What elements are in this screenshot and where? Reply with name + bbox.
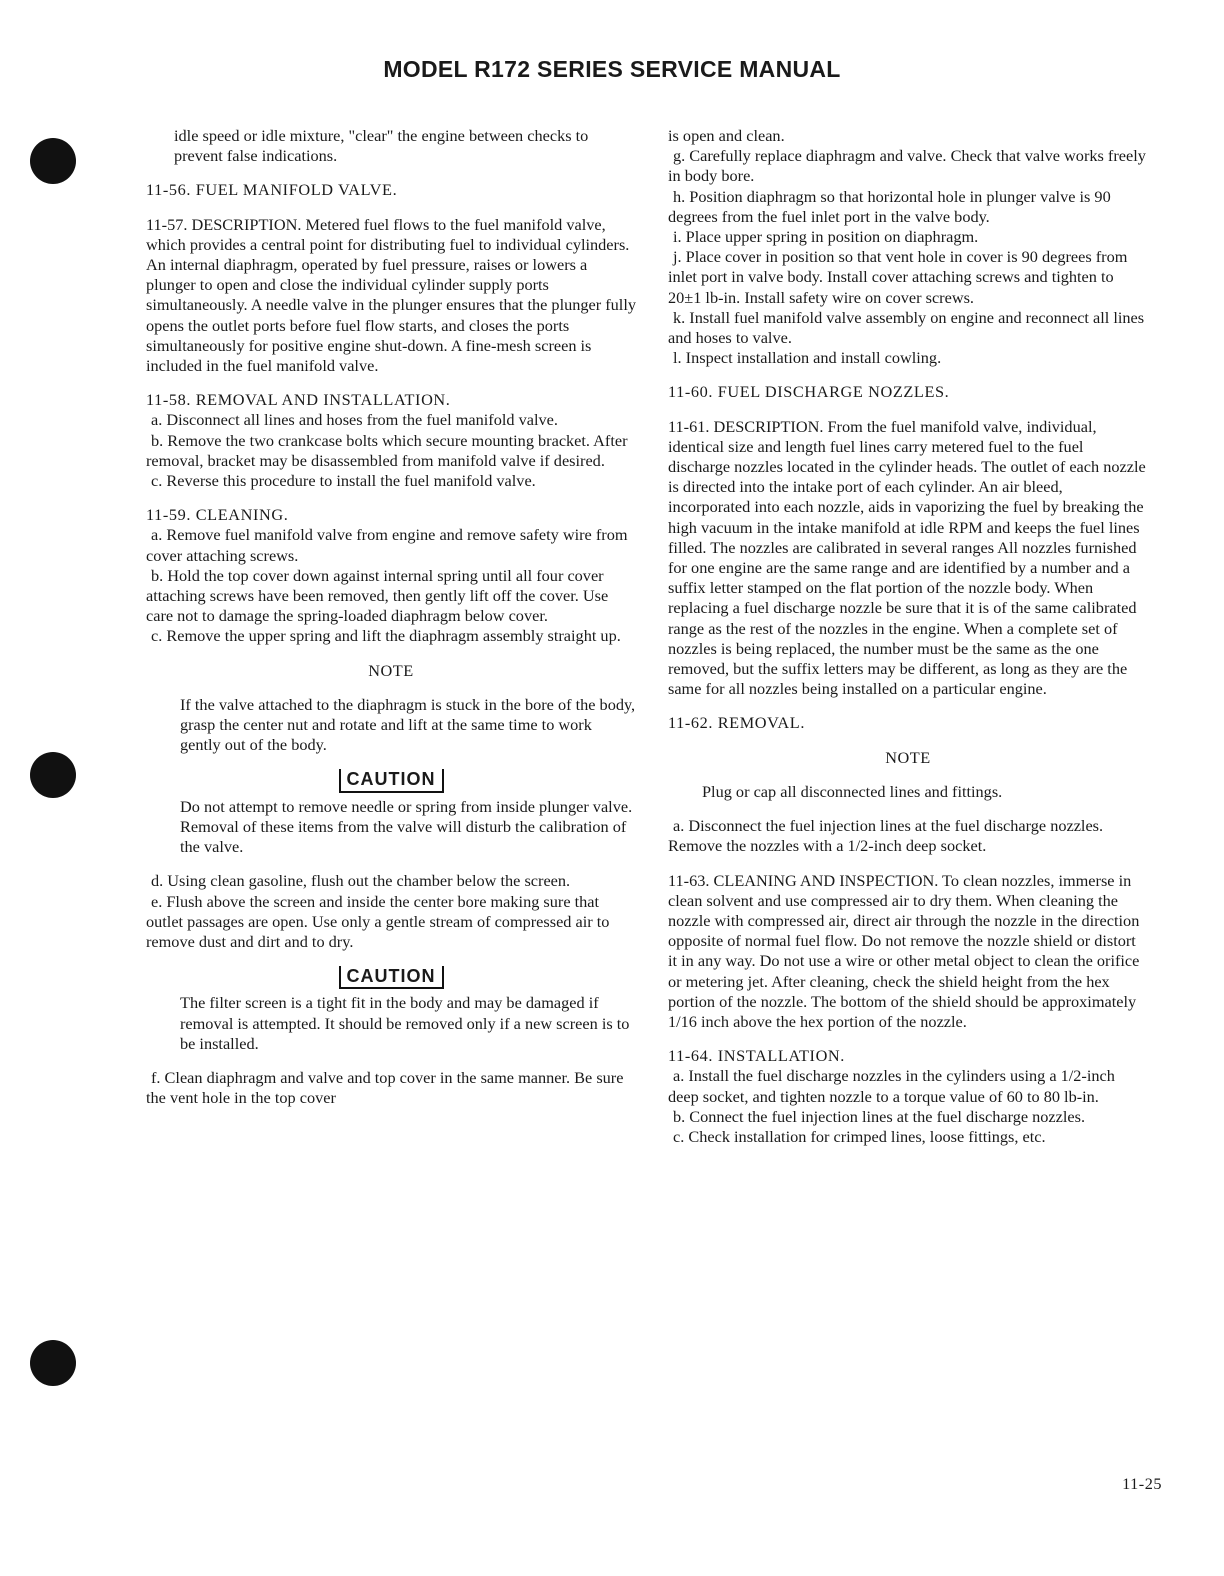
step-59j: j. Place cover in position so that vent hole in cover is 90 degrees from inlet port in valve body. Install cover attaching screws and tighten to 20±1 lb-in. Install safety wire on cover screws.: [668, 247, 1128, 307]
step-59l: l. Inspect installation and install cowling.: [673, 348, 942, 368]
step-64a: a. Install the fuel discharge nozzles in the cylinders using a 1/2-inch deep socket, and tighten nozzle to a torque value of 60 to 80 lb-in.: [668, 1066, 1115, 1106]
step-59k: k. Install fuel manifold valve assembly on engine and reconnect all lines and hoses to valve.: [668, 307, 1145, 348]
intro-continuation: idle speed or idle mixture, "clear" the engine between checks to prevent false indications.: [174, 126, 589, 166]
step-59h: h. Position diaphragm so that horizontal hole in plunger valve is 90 degrees from the fuel inlet port in the valve body.: [668, 186, 1111, 226]
caution-text-1: Do not attempt to remove needle or spring from inside plunger valve. Removal of these items from the valve will disturb the calibration of the valve.: [180, 796, 633, 857]
caution-label-2: CAUTION: [339, 966, 444, 989]
section-heading-11-62: 11-62. REMOVAL.: [668, 713, 805, 733]
step-59g: g. Carefully replace diaphragm and valve. Check that valve works freely in body bore.: [668, 146, 1146, 186]
caution-text-2: The filter screen is a tight fit in the body and may be damaged if removal is attempted. It should be removed only if a new screen is to be installed.: [180, 993, 630, 1053]
section-heading-11-59: 11-59. CLEANING.: [146, 505, 289, 525]
paragraph-11-57: 11-57. DESCRIPTION. Metered fuel flows to the fuel manifold valve, which provides a central point for distributing fuel to individual cylinders. An internal diaphragm, operated by fuel pressure, raises or lowers a plunger to open and close the individual cylinder supply ports simultaneously. A needle valve in the plunger ensures that the plunger fully opens the outlet ports before fuel flow starts, and closes the ports simultaneously for positive engine shut-down. A fine-mesh screen is included in the fuel manifold valve.: [146, 214, 636, 376]
step-59d: d. Using clean gasoline, flush out the chamber below the screen.: [151, 871, 571, 891]
binder-hole-middle: [30, 752, 76, 798]
binder-hole-bottom: [30, 1340, 76, 1386]
step-62a: a. Disconnect the fuel injection lines at the fuel discharge nozzles. Remove the nozzles with a 1/2-inch deep socket.: [668, 816, 1104, 856]
step-59f: f. Clean diaphragm and valve and top cover in the same manner. Be sure the vent hole in the top cover: [146, 1067, 624, 1108]
note-title-right: NOTE: [885, 747, 931, 767]
note-text-right: Plug or cap all disconnected lines and fittings.: [702, 781, 1003, 801]
paragraph-11-63: 11-63. CLEANING AND INSPECTION. To clean nozzles, immerse in clean solvent and use compressed air to dry them. When cleaning the nozzle with compressed air, direct air through the nozzle in the direction opposite of normal fuel flow. Do not remove the nozzle shield or distort it in any way. Do not use a wire or other metal object to clean the orifice or metering jet. After cleaning, check the shield height from the hex portion of the nozzle. The bottom of the shield should be approximately 1/16 inch above the hex portion of the nozzle.: [668, 870, 1140, 1031]
note-text-left: If the valve attached to the diaphragm is stuck in the bore of the body, grasp the center nut and rotate and lift at the same time to work gently out of the body.: [180, 694, 636, 755]
section-heading-11-60: 11-60. FUEL DISCHARGE NOZZLES.: [668, 382, 950, 402]
step-59i: i. Place upper spring in position on diaphragm.: [673, 227, 979, 247]
paragraph-11-61: 11-61. DESCRIPTION. From the fuel manifold valve, individual, identical size and length fuel lines carry metered fuel to the fuel discharge nozzles located in the cylinder heads. The outlet of each nozzle is directed into the intake port of each cylinder. An air bleed, incorporated into each nozzle, aids in vaporizing the fuel by breaking the high vacuum in the intake manifold at idle RPM and keeps the fuel lines filled. The nozzles are calibrated in several ranges All nozzles furnished for one engine are the same range and are identified by a number and a suffix letter stamped on the flat portion of the nozzle body. When replacing a fuel discharge nozzle be sure that it is of the same calibrated range as the rest of the nozzles in the engine. When a complete set of nozzles is being replaced, the number must be the same as the one removed, but the suffix letters may be different, as long as they are the same for all nozzles being installed on a particular engine.: [668, 416, 1146, 699]
right-column: [668, 126, 1148, 1147]
page-title: MODEL R172 SERIES SERVICE MANUAL: [383, 56, 841, 82]
step-64c: c. Check installation for crimped lines, loose fittings, etc.: [673, 1126, 1046, 1146]
step-58b: b. Remove the two crankcase bolts which secure mounting bracket. After removal, bracket may be disassembled from manifold valve if desired.: [146, 430, 628, 470]
section-heading-11-64: 11-64. INSTALLATION.: [668, 1046, 845, 1066]
step-58c: c. Reverse this procedure to install the fuel manifold valve.: [151, 471, 536, 491]
binder-hole-top: [30, 138, 76, 184]
step-59b: b. Hold the top cover down against internal spring until all four cover attaching screws have been removed, then gently lift off the cover. Use care not to damage the spring-loaded diaphragm below cover.: [146, 565, 609, 626]
step-64b: b. Connect the fuel injection lines at the fuel discharge nozzles.: [673, 1106, 1086, 1126]
caution-label-1: CAUTION: [339, 769, 444, 792]
step-59a: a. Remove fuel manifold valve from engine and remove safety wire from cover attaching screws.: [146, 525, 628, 565]
step-59e: e. Flush above the screen and inside the center bore making sure that outlet passages are open. Use only a gentle stream of compressed air to remove dust and dirt and to dry.: [146, 891, 610, 951]
step-59c: c. Remove the upper spring and lift the diaphragm assembly straight up.: [151, 626, 621, 646]
continuation-text: is open and clean.: [668, 126, 785, 145]
step-58a: a. Disconnect all lines and hoses from the fuel manifold valve.: [151, 410, 558, 430]
section-heading-11-58: 11-58. REMOVAL AND INSTALLATION.: [146, 390, 451, 410]
page-number: 11-25: [1122, 1474, 1162, 1493]
left-column: [146, 126, 636, 1108]
section-heading-11-56: 11-56. FUEL MANIFOLD VALVE.: [146, 180, 398, 200]
note-title-left: NOTE: [368, 660, 414, 680]
